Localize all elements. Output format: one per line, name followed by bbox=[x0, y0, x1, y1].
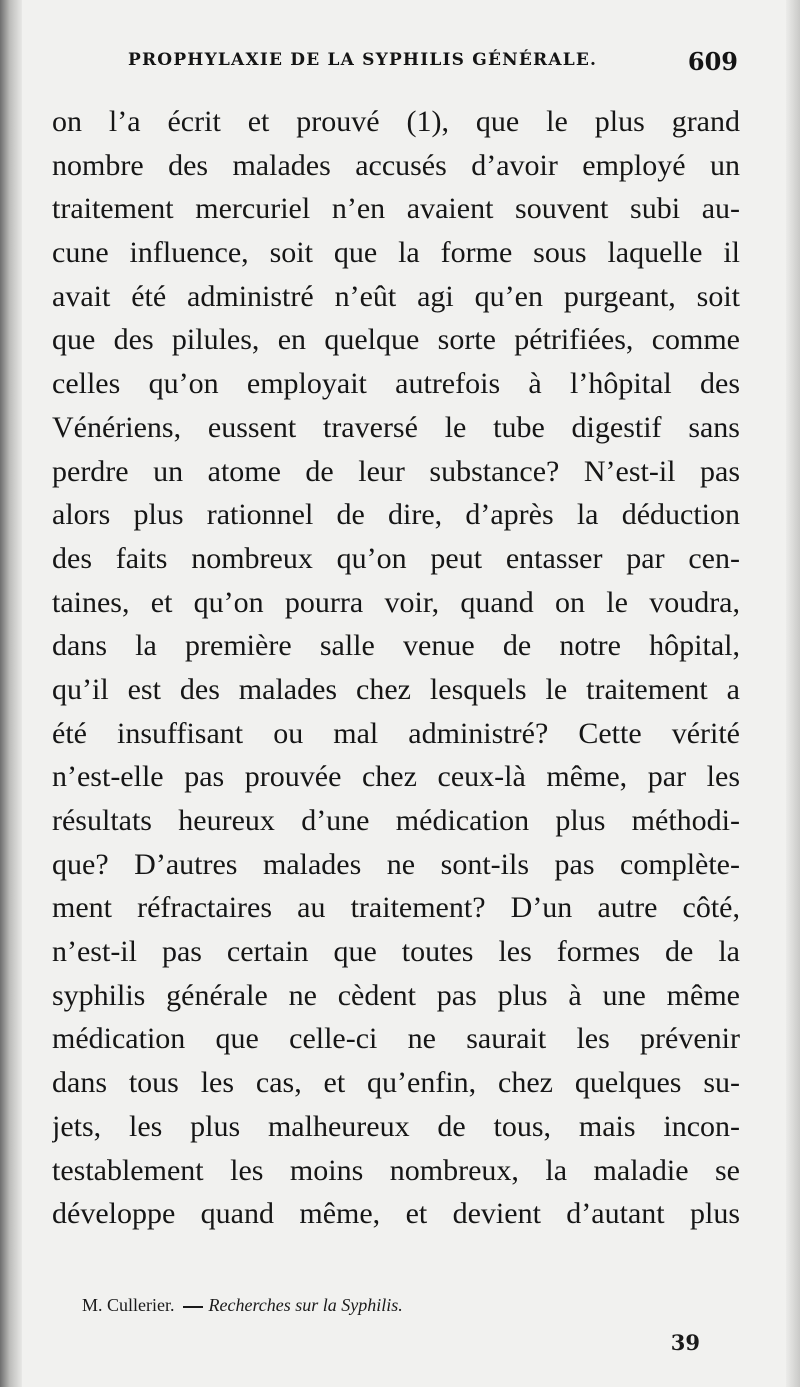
text-line: cune influence, soit que la forme sous laquelle il bbox=[52, 236, 740, 270]
text-line: qu’il est des malades chez lesquels le traitement a bbox=[52, 672, 740, 706]
footnote-book-title: Recherches sur la Syphilis. bbox=[208, 1295, 403, 1315]
footnote-author: M. Cullerier. bbox=[82, 1295, 175, 1315]
text-line: testablement les moins nombreux, la maladie se bbox=[52, 1153, 740, 1187]
text-line: dans la première salle venue de notre hôpital, bbox=[52, 629, 740, 663]
page-number: 609 bbox=[687, 47, 738, 76]
text-line: n’est-il pas certain que toutes les formes de la bbox=[52, 935, 740, 969]
text-line: perdre un atome de leur substance? N’est-il pas bbox=[52, 454, 740, 488]
text-line: jets, les plus malheureux de tous, mais incon- bbox=[52, 1109, 740, 1143]
text-line: syphilis générale ne cèdent pas plus à une même bbox=[52, 978, 740, 1012]
text-line: celles qu’on employait autrefois à l’hôpital des bbox=[52, 367, 740, 401]
text-line: nombre des malades accusés d’avoir employé un bbox=[52, 148, 740, 182]
text-line: on l’a écrit et prouvé (1), que le plus grand bbox=[52, 105, 740, 138]
text-line: ment réfractaires au traitement? D’un autre côté, bbox=[52, 891, 740, 925]
text-line: traitement mercuriel n’en avaient souvent subi au- bbox=[52, 192, 740, 226]
text-line: des faits nombreux qu’on peut entasser par cen- bbox=[52, 541, 740, 575]
text-line: n’est-elle pas prouvée chez ceux-là même, par les bbox=[52, 760, 740, 794]
text-line: que? D’autres malades ne sont-ils pas complète- bbox=[52, 847, 740, 881]
page-edge-shadow bbox=[786, 0, 800, 1387]
text-line: résultats heureux d’une médication plus méthodi- bbox=[52, 804, 740, 837]
text-line: été insuffisant ou mal administré? Cette vérité bbox=[52, 716, 740, 750]
running-head bbox=[128, 47, 738, 78]
text-line: alors plus rationnel de dire, d’après la déduction bbox=[52, 498, 740, 532]
text-line: taines, et qu’on pourra voir, quand on le voudra, bbox=[52, 585, 740, 619]
text-line: médication que celle-ci ne saurait les prévenir bbox=[52, 1022, 740, 1056]
body-text bbox=[52, 100, 740, 1236]
text-line: Vénériens, eussent traversé le tube digestif sans bbox=[52, 410, 740, 444]
text-line: avait été administré n’eût agi qu’en purgeant, soit bbox=[52, 279, 740, 313]
text-line: que des pilules, en quelque sorte pétrifiées, comme bbox=[52, 323, 740, 357]
footnote bbox=[82, 1295, 682, 1316]
footnote-dash bbox=[183, 1306, 203, 1308]
page-gutter-shadow bbox=[0, 0, 22, 1387]
running-title: PROPHYLAXIE DE LA SYPHILIS GÉNÉRALE. bbox=[128, 50, 598, 70]
text-line: développe quand même, et devient d’autant plus bbox=[52, 1197, 740, 1231]
signature-mark: 39 bbox=[670, 1330, 700, 1355]
text-line: dans tous les cas, et qu’enfin, chez quelques su- bbox=[52, 1066, 740, 1100]
